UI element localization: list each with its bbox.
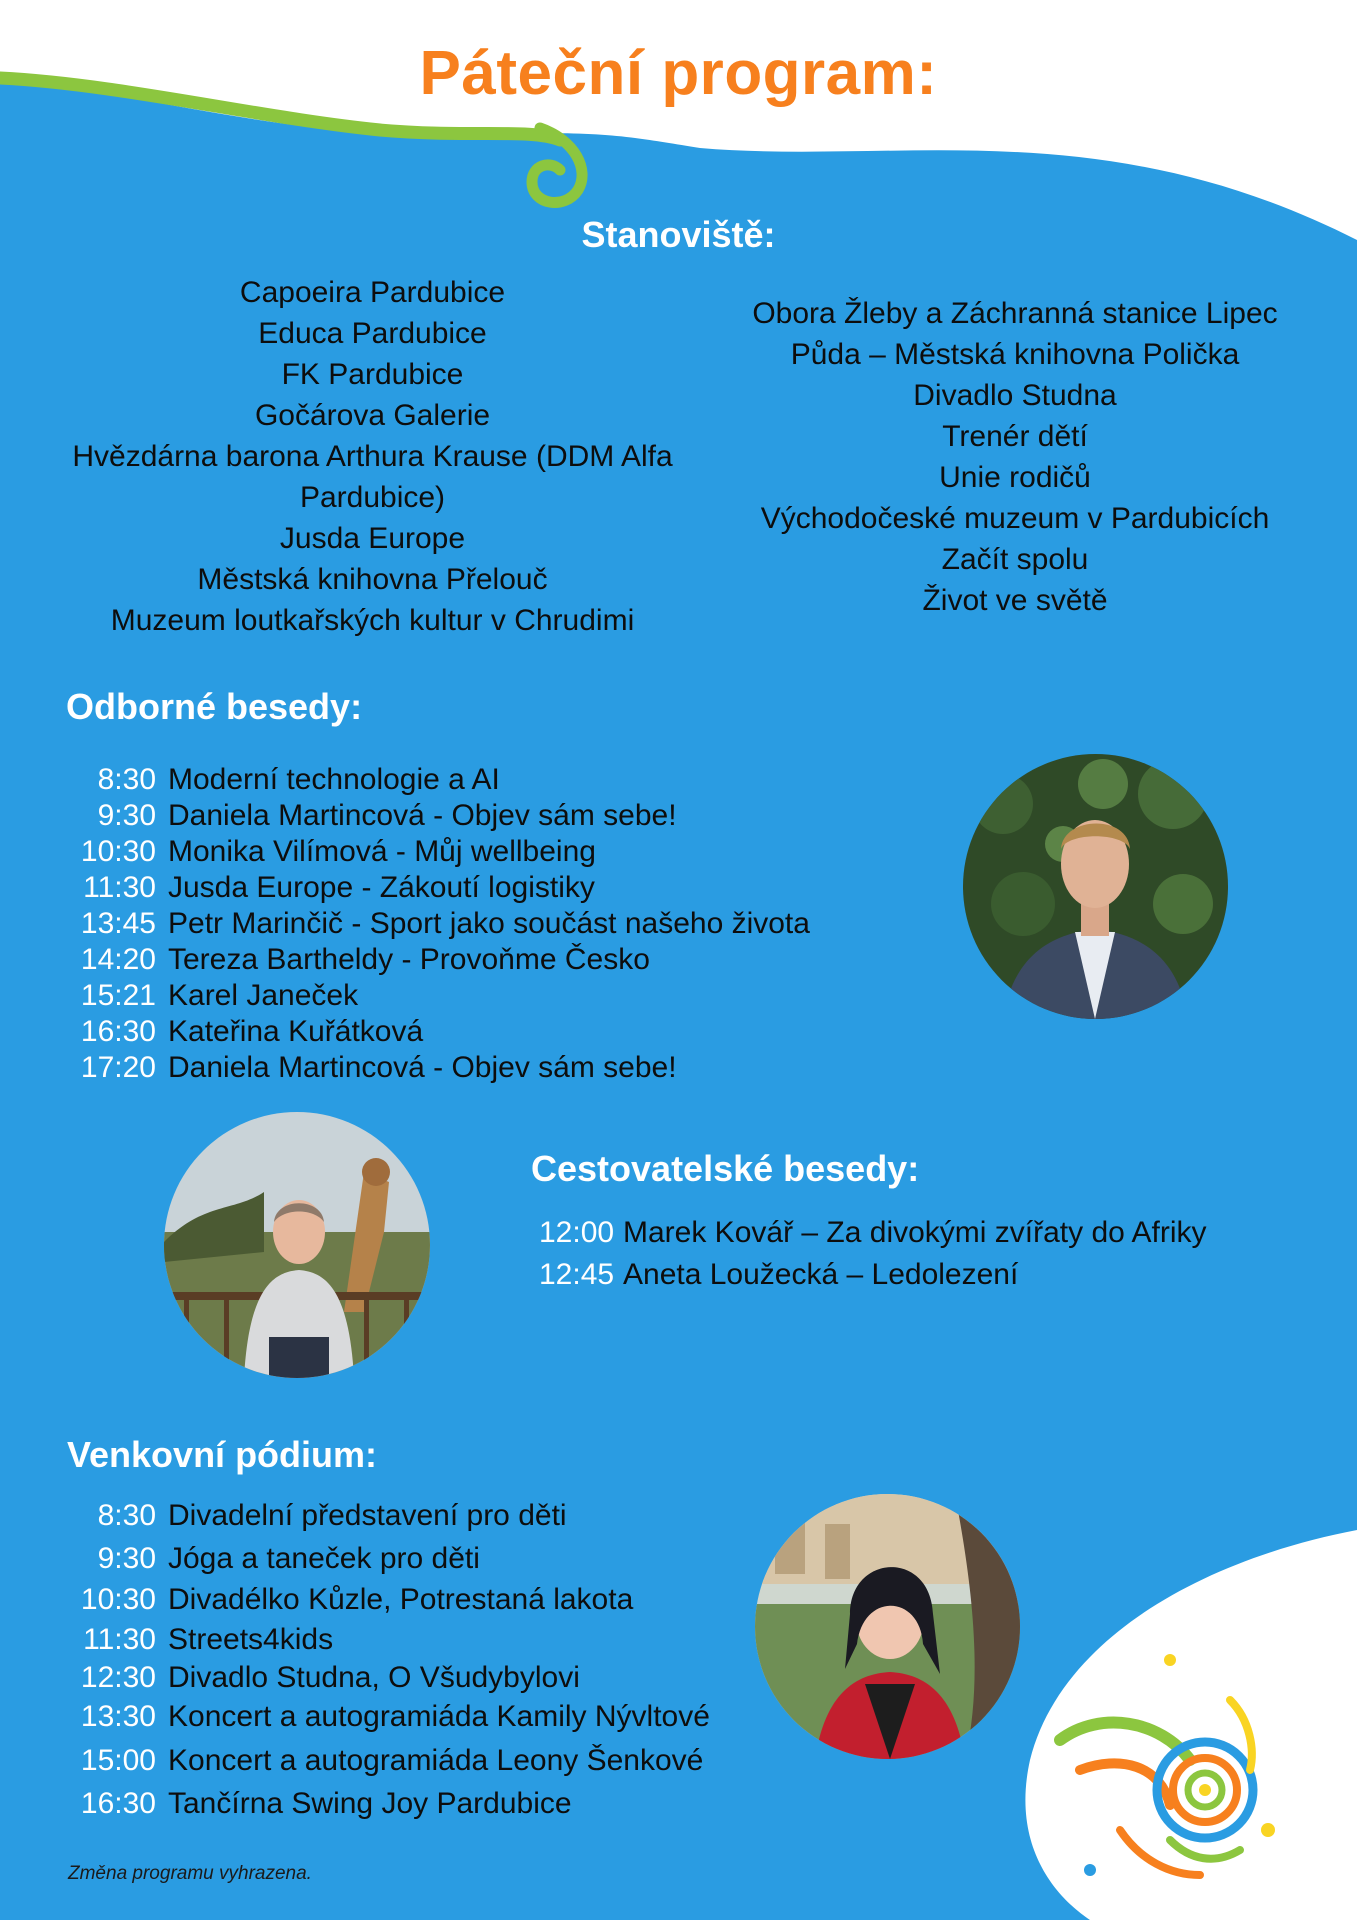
list-item: Capoeira Pardubice [239, 276, 506, 309]
speaker-photo [963, 754, 1228, 1019]
schedule-time: 11:30 [83, 1623, 156, 1656]
performer-photo [755, 1494, 1020, 1759]
schedule-title: Tančírna Swing Joy Pardubice [168, 1787, 572, 1820]
list-item: Půda – Městská knihovna Polička [790, 338, 1240, 371]
cestovatelske-heading: Cestovatelské besedy: [531, 1148, 920, 1189]
list-item: Městská knihovna Přelouč [197, 563, 548, 596]
speaker-photo [164, 1112, 430, 1378]
schedule-row [78, 763, 878, 799]
odborne-heading: Odborné besedy: [66, 686, 363, 727]
schedule-time: 13:30 [80, 1700, 156, 1733]
schedule-row [78, 1583, 778, 1623]
list-item: Gočárova Galerie [254, 399, 491, 432]
schedule-title: Jusda Europe - Zákoutí logistiky [168, 871, 595, 904]
schedule-time: 17:20 [80, 1051, 156, 1084]
schedule-title: Koncert a autogramiáda Kamily Nývltové [168, 1700, 710, 1733]
schedule-title: Kateřina Kuřátková [168, 1015, 424, 1048]
schedule-row [535, 1258, 1315, 1300]
list-item: Východočeské muzeum v Pardubicích [760, 502, 1270, 535]
schedule-row [78, 1542, 778, 1583]
schedule-row [78, 907, 878, 943]
schedule-time: 10:30 [80, 835, 156, 868]
schedule-title: Karel Janeček [168, 979, 359, 1012]
venkovni-heading: Venkovní pódium: [67, 1434, 378, 1475]
schedule-row [78, 871, 878, 907]
schedule-row [78, 1015, 878, 1051]
schedule-row [78, 799, 878, 835]
schedule-title: Daniela Martincová - Objev sám sebe! [168, 1051, 677, 1084]
list-item: Unie rodičů [939, 461, 1091, 494]
schedule-time: 12:45 [539, 1258, 615, 1291]
schedule-time: 13:45 [80, 907, 156, 940]
list-item: Život ve světě [922, 584, 1108, 617]
schedule-row [78, 1700, 778, 1744]
schedule-row [78, 943, 878, 979]
schedule-time: 11:30 [83, 871, 156, 904]
schedule-row [78, 1744, 778, 1787]
schedule-title: Petr Marinčič - Sport jako součást našeho života [168, 907, 810, 940]
schedule-title: Streets4kids [168, 1623, 334, 1656]
cestovatelske-schedule [535, 1216, 1315, 1300]
schedule-title: Divadelní představení pro děti [168, 1499, 567, 1532]
list-item: FK Pardubice [281, 358, 464, 391]
schedule-time: 14:20 [80, 943, 156, 976]
schedule-time: 10:30 [80, 1583, 156, 1616]
schedule-time: 12:00 [539, 1216, 615, 1249]
schedule-row [78, 1661, 778, 1700]
schedule-title: Daniela Martincová - Objev sám sebe! [168, 799, 677, 832]
schedule-time: 15:21 [80, 979, 156, 1012]
list-item: Muzeum loutkařských kultur v Chrudimi [110, 604, 635, 637]
list-item: Obora Žleby a Záchranná stanice Lipec [752, 297, 1278, 330]
schedule-row [78, 835, 878, 871]
list-item: Trenér dětí [942, 420, 1088, 453]
schedule-title: Divadlo Studna, O Všudybylovi [168, 1661, 580, 1694]
list-item: Divadlo Studna [913, 379, 1117, 412]
schedule-row [78, 1499, 778, 1542]
schedule-time: 12:30 [80, 1661, 156, 1694]
schedule-time: 9:30 [97, 799, 156, 832]
schedule-time: 8:30 [97, 763, 156, 796]
schedule-time: 16:30 [80, 1015, 156, 1048]
schedule-time: 8:30 [97, 1499, 156, 1532]
schedule-time: 9:30 [97, 1542, 156, 1575]
schedule-title: Aneta Loužecká – Ledolezení [623, 1258, 1019, 1291]
schedule-title: Divadélko Kůzle, Potrestaná lakota [168, 1583, 634, 1616]
schedule-row [78, 1623, 778, 1661]
schedule-row [78, 1787, 778, 1827]
venkovni-schedule [78, 1499, 778, 1827]
list-item: Educa Pardubice [258, 317, 487, 350]
list-item: Jusda Europe [279, 522, 466, 555]
schedule-title: Moderní technologie a AI [168, 763, 500, 796]
list-item: Hvězdárna barona Arthura Krause (DDM Alfa Pardubice) [72, 440, 673, 514]
stanoviste-right-list [725, 293, 1305, 621]
schedule-title: Koncert a autogramiáda Leony Šenkové [168, 1744, 704, 1777]
disclaimer-note: Změna programu vyhrazena. [68, 1863, 312, 1884]
stanoviste-heading: Stanoviště: [581, 214, 776, 255]
page-title: Páteční program: [419, 39, 938, 108]
schedule-row [78, 1051, 878, 1087]
schedule-time: 16:30 [80, 1787, 156, 1820]
schedule-title: Monika Vilímová - Můj wellbeing [168, 835, 596, 868]
schedule-row [78, 979, 878, 1015]
schedule-time: 15:00 [80, 1744, 156, 1777]
odborne-schedule [78, 763, 878, 1087]
schedule-title: Tereza Bartheldy - Provoňme Česko [168, 943, 650, 976]
festival-logo-icon [1050, 1640, 1290, 1890]
schedule-title: Jóga a taneček pro děti [168, 1542, 480, 1575]
schedule-title: Marek Kovář – Za divokými zvířaty do Afriky [623, 1216, 1207, 1249]
stanoviste-left-list [55, 272, 690, 641]
list-item: Začít spolu [941, 543, 1089, 576]
schedule-row [535, 1216, 1315, 1258]
